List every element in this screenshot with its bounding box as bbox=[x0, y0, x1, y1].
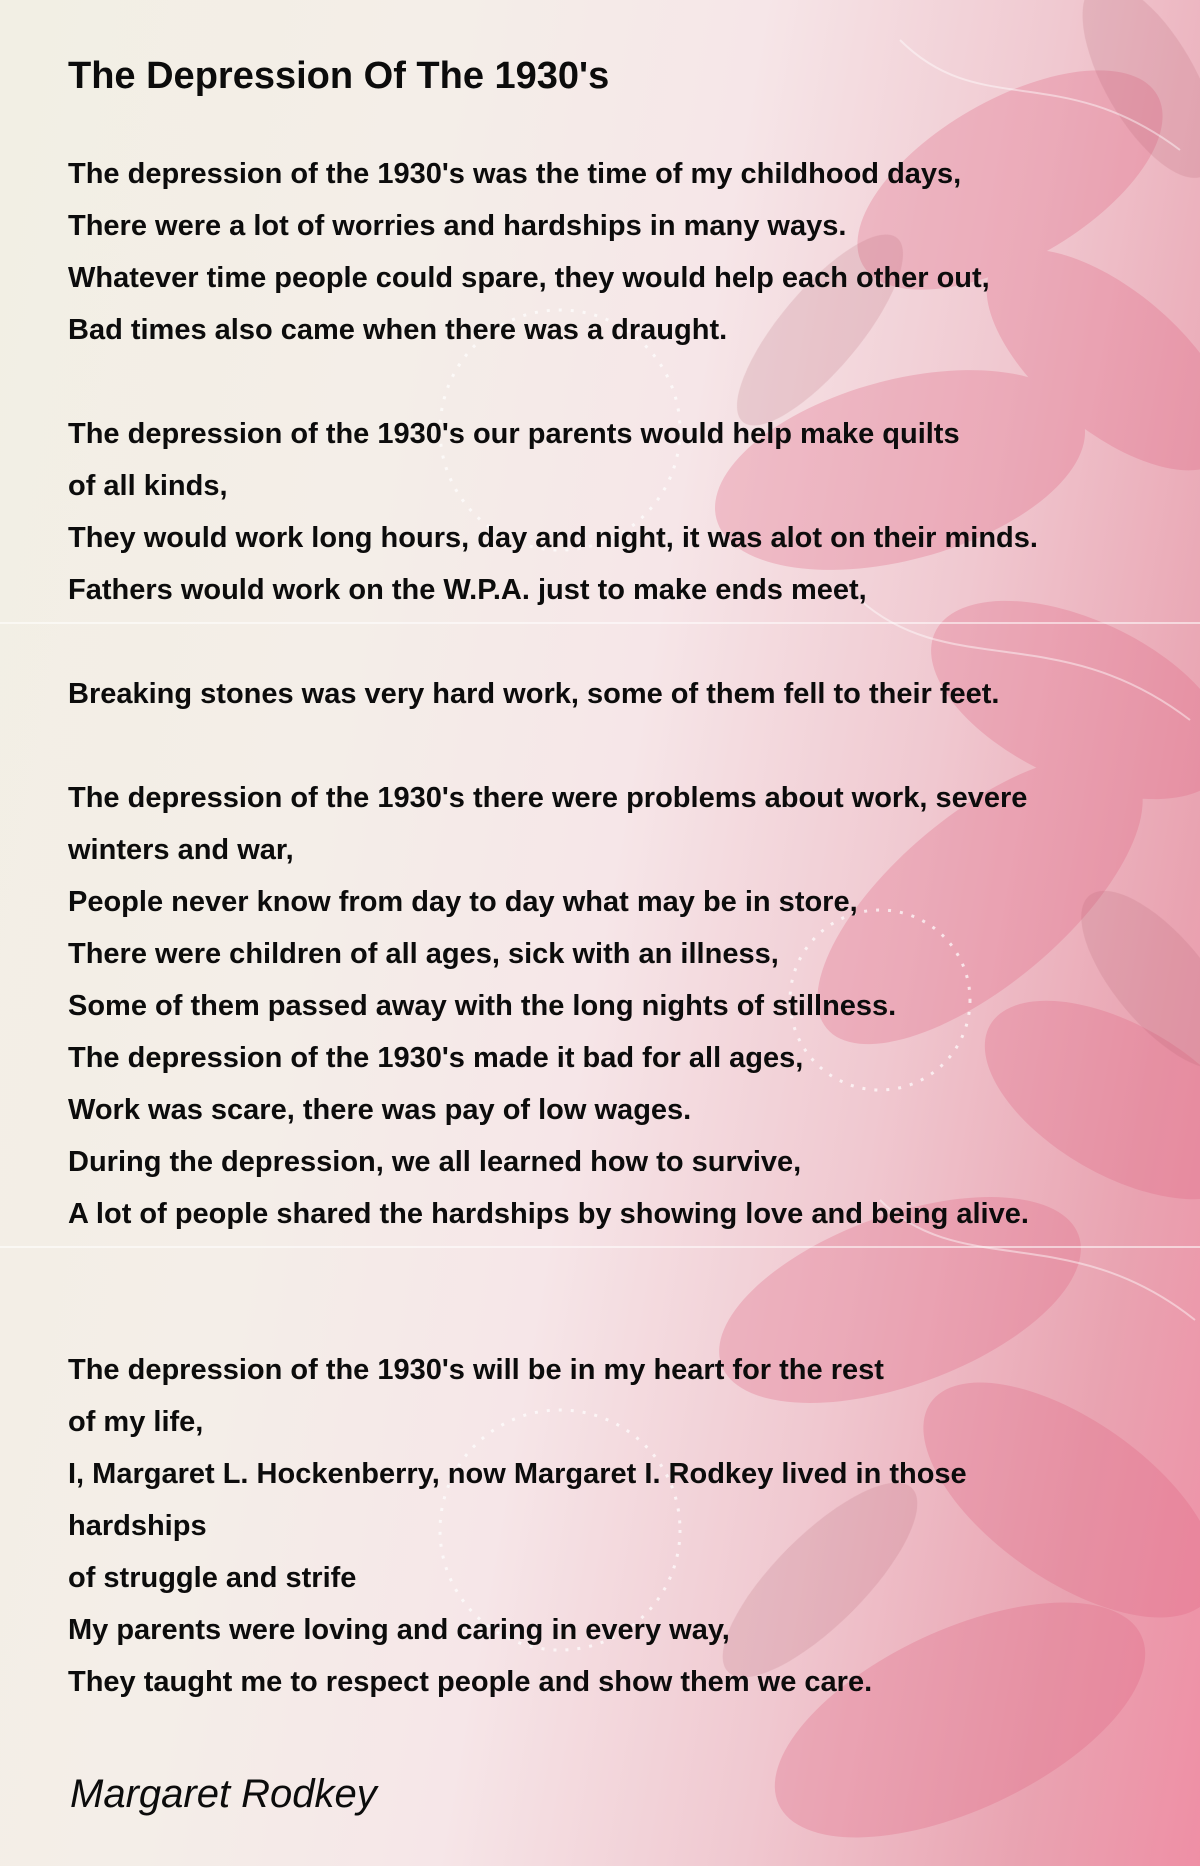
poem-line: During the depression, we all learned how to survive, bbox=[68, 1146, 802, 1178]
poem-line: There were children of all ages, sick with an illness, bbox=[68, 938, 779, 970]
poem-line: A lot of people shared the hardships by showing love and being alive. bbox=[68, 1198, 1029, 1230]
poem-line: hardships bbox=[68, 1510, 207, 1542]
poem-line: winters and war, bbox=[68, 834, 294, 866]
poem-title: The Depression Of The 1930's bbox=[68, 55, 610, 97]
poem-line: The depression of the 1930's will be in my heart for the rest bbox=[68, 1354, 884, 1386]
poem-line: My parents were loving and caring in every way, bbox=[68, 1614, 730, 1646]
poem-line: of my life, bbox=[68, 1406, 204, 1438]
poem-line: Whatever time people could spare, they would help each other out, bbox=[68, 262, 990, 294]
poem-author: Margaret Rodkey bbox=[70, 1772, 377, 1816]
poem-line: of all kinds, bbox=[68, 470, 228, 502]
poem-line: They would work long hours, day and night, it was alot on their minds. bbox=[68, 522, 1038, 554]
poem-line: Fathers would work on the W.P.A. just to make ends meet, bbox=[68, 574, 867, 606]
poem-line: They taught me to respect people and show them we care. bbox=[68, 1666, 873, 1698]
band-divider bbox=[0, 622, 1200, 624]
poem-line: Work was scare, there was pay of low wages. bbox=[68, 1094, 692, 1126]
poem-line: There were a lot of worries and hardships in many ways. bbox=[68, 210, 847, 242]
poem-line: Some of them passed away with the long nights of stillness. bbox=[68, 990, 897, 1022]
band-divider bbox=[0, 1246, 1200, 1248]
poem-line: The depression of the 1930's made it bad for all ages, bbox=[68, 1042, 804, 1074]
poem-line: The depression of the 1930's our parents would help make quilts bbox=[68, 418, 960, 450]
poem-line: I, Margaret L. Hockenberry, now Margaret I. Rodkey lived in those bbox=[68, 1458, 967, 1490]
poem-line: Breaking stones was very hard work, some of them fell to their feet. bbox=[68, 678, 1000, 710]
poem-line: Bad times also came when there was a draught. bbox=[68, 314, 728, 346]
poem-line: People never know from day to day what may be in store, bbox=[68, 886, 858, 918]
poem-line: The depression of the 1930's was the time of my childhood days, bbox=[68, 158, 962, 190]
poem-line: The depression of the 1930's there were problems about work, severe bbox=[68, 782, 1028, 814]
poem-line: of struggle and strife bbox=[68, 1562, 357, 1594]
